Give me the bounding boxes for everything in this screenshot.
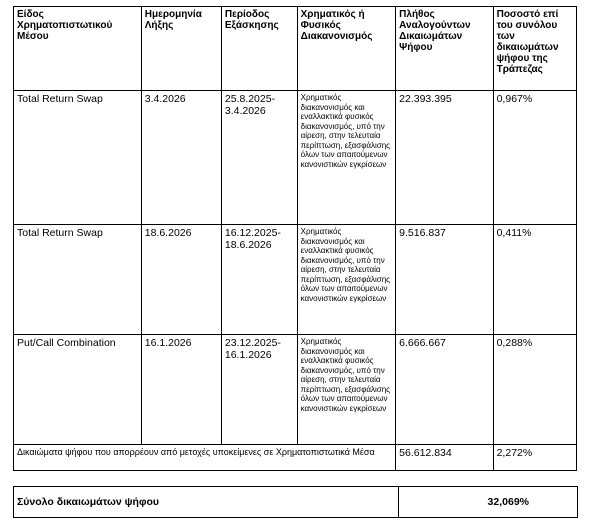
total-voting-rights-table — [13, 486, 578, 518]
cell-votes: 6.666.667 — [396, 335, 493, 445]
cell-expiry: 16.1.2026 — [141, 335, 221, 445]
table-row — [14, 335, 577, 445]
table-header-row — [14, 7, 577, 91]
subtotal-percent: 2,272% — [493, 445, 576, 471]
header-settlement: Χρηματικός ή Φυσικός Διακανονισμός — [297, 7, 396, 91]
cell-votes: 9.516.837 — [396, 225, 493, 335]
header-voting-rights-count: Πλήθος Αναλογούντων Δικαιωμάτων Ψήφου — [396, 7, 493, 91]
subtotal-votes: 56.612.834 — [396, 445, 493, 471]
table-row — [14, 225, 577, 335]
subtotal-row — [14, 445, 577, 471]
cell-expiry: 3.4.2026 — [141, 91, 221, 225]
cell-settlement: Χρηματικός διακανονισμός και εναλλακτικά φυσικός διακανονισμός, υπό την αίρεση, στην τελευταία περίπτωση, εξασφάλισης όλων των απαιτούμενων κανονιστικών εγκρίσεων — [297, 335, 396, 445]
cell-expiry: 18.6.2026 — [141, 225, 221, 335]
table-row — [14, 91, 577, 225]
cell-percent: 0,288% — [493, 335, 576, 445]
cell-votes: 22.393.395 — [396, 91, 493, 225]
instruments-table — [13, 6, 577, 471]
cell-instrument: Total Return Swap — [14, 225, 142, 335]
cell-instrument: Put/Call Combination — [14, 335, 142, 445]
header-instrument-type: Είδος Χρηματοπιστωτικού Μέσου — [14, 7, 142, 91]
cell-period: 25.8.2025-3.4.2026 — [221, 91, 297, 225]
cell-period: 16.12.2025-18.6.2026 — [221, 225, 297, 335]
total-label: Σύνολο δικαιωμάτων ψήφου — [14, 487, 399, 518]
header-voting-rights-percent: Ποσοστό επί του συνόλου των δικαιωμάτων ψήφου της Τράπεζας — [493, 7, 576, 91]
header-expiry-date: Ημερομηνία Λήξης — [141, 7, 221, 91]
subtotal-label: Δικαιώματα ψήφου που απορρέουν από μετοχές υποκείμενες σε Χρηματοπιστωτικά Μέσα — [14, 445, 396, 471]
cell-settlement: Χρηματικός διακανονισμός και εναλλακτικά φυσικός διακανονισμός, υπό την αίρεση, στην τελευταία περίπτωση, εξασφάλισης όλων των απαιτούμενων κανονιστικών εγκρίσεων — [297, 225, 396, 335]
header-exercise-period: Περίοδος Εξάσκησης — [221, 7, 297, 91]
total-percent: 32,069% — [399, 487, 578, 518]
cell-settlement: Χρηματικός διακανονισμός και εναλλακτικά φυσικός διακανονισμός, υπό την αίρεση, στην τελευταία περίπτωση, εξασφάλισης όλων των απαιτούμενων κανονιστικών εγκρίσεων — [297, 91, 396, 225]
cell-percent: 0,411% — [493, 225, 576, 335]
cell-instrument: Total Return Swap — [14, 91, 142, 225]
cell-period: 23.12.2025-16.1.2026 — [221, 335, 297, 445]
total-row — [14, 487, 578, 518]
cell-percent: 0,967% — [493, 91, 576, 225]
